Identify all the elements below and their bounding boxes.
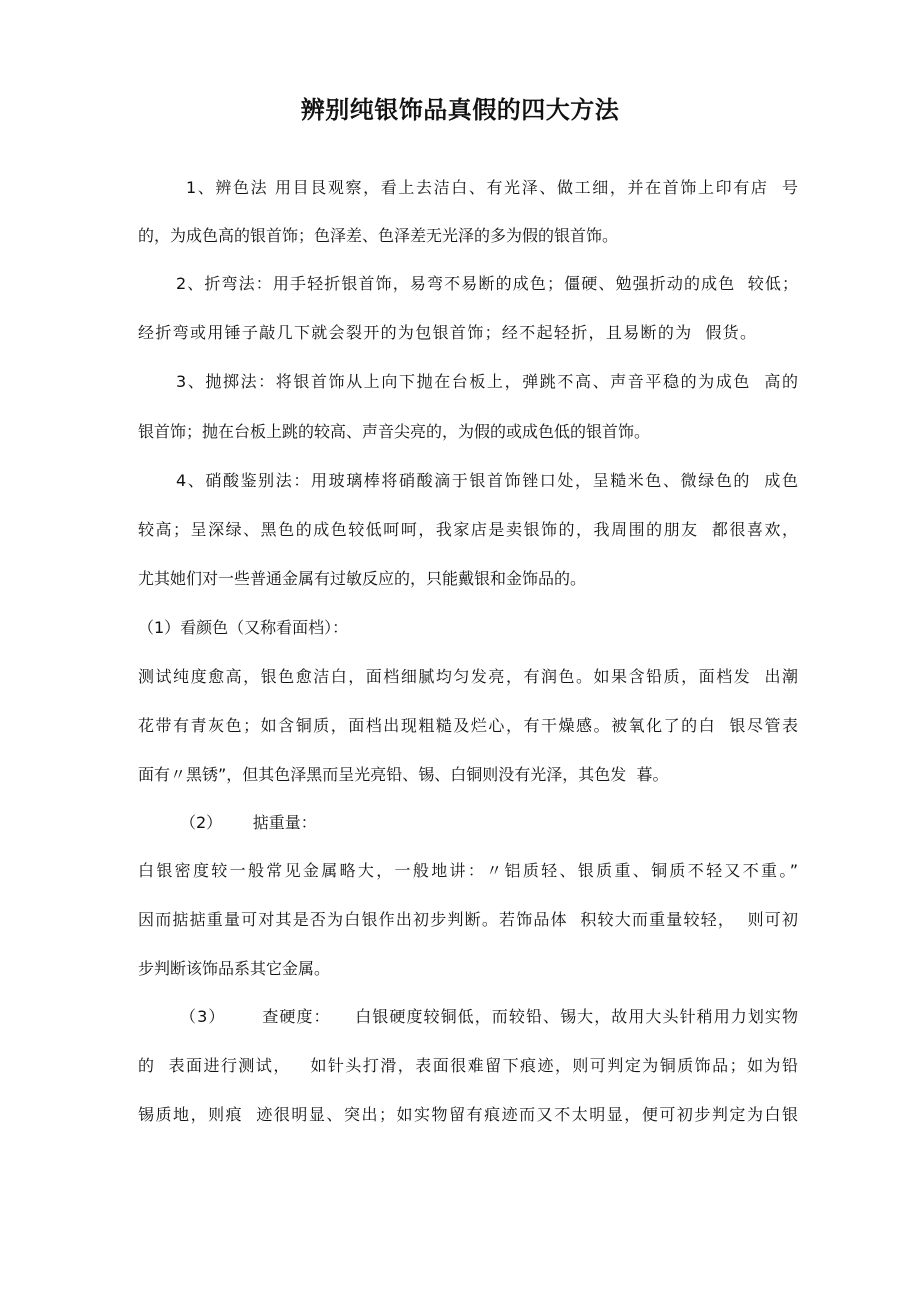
section-3-line-2: 的 表面进行测试， 如针头打滑，表面很难留下痕迹，则可判定为铜质饰品；如为铅 <box>138 1056 798 1075</box>
paragraph-4-line-3: 尤其她们对一些普通金属有过敏反应的，只能戴银和金饰品的。 <box>138 569 587 588</box>
section-2-line-3: 步判断该饰品系其它金属。 <box>138 959 331 978</box>
section-1-heading: （1）看颜色（又称看面档）： <box>138 618 349 637</box>
paragraph-1-line-1: 1、辨色法 用目艮观察，看上去洁白、有光泽、做工细，并在首饰上印有店 号 <box>186 178 798 197</box>
paragraph-3-line-1: 3、抛掷法：将银首饰从上向下抛在台板上，弹跳不高、声音平稳的为成色 高的 <box>176 372 798 391</box>
section-1-line-1: 测试纯度愈高，银色愈洁白，面档细腻均匀发亮，有润色。如果含铅质，面档发 出潮 <box>138 667 798 686</box>
section-2-line-1: 白银密度较一般常见金属略大，一般地讲：〃铝质轻、银质重、铜质不轻又不重。” <box>138 861 798 880</box>
paragraph-4-line-2: 较高；呈深绿、黑色的成色较低呵呵，我家店是卖银饰的，我周围的朋友 都很喜欢， <box>138 520 798 539</box>
paragraph-3-line-2: 银首饰；抛在台板上跳的较高、声音尖亮的，为假的或成色低的银首饰。 <box>138 422 651 441</box>
section-1-line-3: 面有〃黑锈”，但其色泽黑而呈光亮铅、锡、白铜则没有光泽，其色发 暮。 <box>138 765 669 784</box>
section-2-heading: （2） 掂重量： <box>180 813 317 832</box>
section-3-line-1: （3） 查硬度： 白银硬度较铜低，而较铅、锡大，故用大头针稍用力划实物 <box>180 1007 798 1026</box>
section-1-line-2: 花带有青灰色；如含铜质，面档出现粗糙及烂心，有干燥感。被氧化了的白 银尽管表 <box>138 716 798 735</box>
paragraph-4-line-1: 4、硝酸鉴别法：用玻璃棒将硝酸滴于银首饰锉口处，呈糙米色、微绿色的 成色 <box>176 471 798 490</box>
section-2-line-2: 因而掂掂重量可对其是否为白银作出初步判断。若饰品体 积较大而重量较轻， 则可初 <box>138 910 798 929</box>
section-3-line-3: 锡质地，则痕 迹很明显、突出；如实物留有痕迹而又不太明显，便可初步判定为白银 <box>138 1105 798 1124</box>
paragraph-2-line-2: 经折弯或用锤子敲几下就会裂开的为包银首饰；经不起轻折，且易断的为 假货。 <box>138 323 756 342</box>
document-title: 辨别纯银饰品真假的四大方法 <box>300 96 620 124</box>
paragraph-1-line-2: 的，为成色高的银首饰；色泽差、色泽差无光泽的多为假的银首饰。 <box>138 226 619 245</box>
paragraph-2-line-1: 2、折弯法：用手轻折银首饰，易弯不易断的成色；僵硬、勉强折动的成色 较低； <box>176 274 798 293</box>
